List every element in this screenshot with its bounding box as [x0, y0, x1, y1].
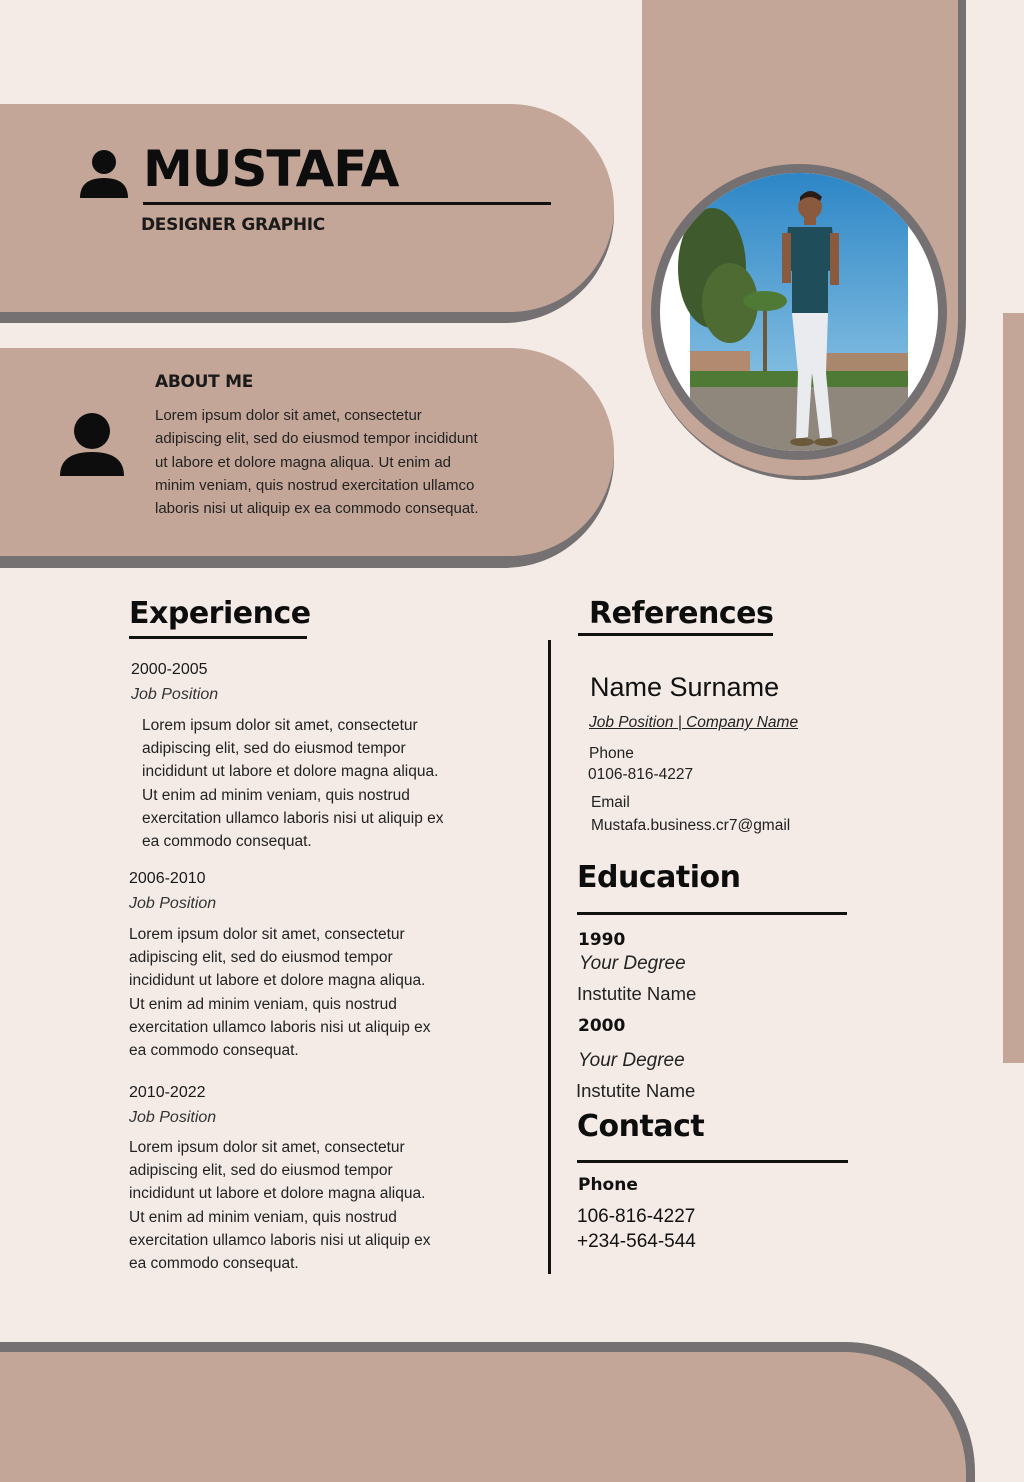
description-line: incididunt ut labore et dolore magna aliqua. [129, 1185, 426, 1203]
reference-email-label: Email [591, 794, 630, 811]
experience-position: Job Position [131, 686, 219, 703]
references-heading: References [589, 596, 774, 631]
experience-position: Job Position [129, 895, 217, 912]
name-underline [143, 202, 551, 205]
experience-date: 2010-2022 [129, 1084, 206, 1101]
education-underline [577, 912, 847, 915]
experience-heading: Experience [129, 596, 311, 631]
education-year: 1990 [578, 930, 626, 950]
name-title: MUSTAFA [143, 140, 399, 198]
contact-underline [577, 1160, 848, 1163]
experience-item [131, 661, 218, 704]
contact-phone: +234-564-544 [577, 1231, 696, 1252]
footer-band [0, 1352, 966, 1482]
description-line: incididunt ut labore et dolore magna aliqua. [142, 763, 439, 781]
description-line: adipiscing elit, sed do eiusmod tempor [142, 740, 406, 758]
experience-date: 2006-2010 [129, 870, 206, 887]
reference-name: Name Surname [590, 672, 780, 702]
contact-phone: 106-816-4227 [577, 1206, 696, 1227]
about-text [155, 404, 535, 520]
contact-heading: Contact [577, 1109, 705, 1144]
description-line: Lorem ipsum dolor sit amet, consectetur [129, 926, 405, 943]
education-institute: Instutite Name [577, 983, 697, 1004]
experience-description [129, 1136, 489, 1275]
column-divider [548, 640, 551, 1274]
education-heading: Education [577, 860, 741, 895]
person-icon [59, 412, 125, 478]
education-degree: Your Degree [578, 1050, 685, 1071]
reference-email: Mustafa.business.cr7@gmail [591, 817, 791, 834]
about-line: laboris nisi ut aliquip ex ea commodo consequat. [155, 500, 479, 518]
profile-photo [660, 173, 938, 451]
description-line: adipiscing elit, sed do eiusmod tempor [129, 949, 393, 967]
about-line: minim veniam, quis nostrud exercitation ullamco [155, 476, 475, 494]
experience-item [129, 1084, 216, 1127]
description-line: Ut enim ad minim veniam, quis nostrud [129, 1208, 397, 1226]
description-line: Lorem ipsum dolor sit amet, consectetur [142, 717, 418, 734]
reference-phone: 0106-816-4227 [588, 766, 694, 783]
header-banner [0, 104, 614, 312]
experience-item [129, 870, 216, 913]
person-icon [78, 148, 130, 200]
about-line: Lorem ipsum dolor sit amet, consectetur [155, 407, 422, 424]
description-line: Ut enim ad minim veniam, quis nostrud [129, 995, 397, 1013]
reference-position: Job Position | Company Name [589, 714, 799, 731]
experience-description [129, 923, 489, 1062]
about-line: ut labore et dolore magna aliqua. Ut enim ad [155, 453, 452, 471]
description-line: adipiscing elit, sed do eiusmod tempor [129, 1162, 393, 1180]
contact-phone-label: Phone [578, 1175, 638, 1195]
education-institute: Instutite Name [576, 1080, 696, 1101]
education-year: 2000 [578, 1016, 626, 1036]
job-title: DESIGNER GRAPHIC [141, 215, 325, 235]
description-line: ea commodo consequat. [129, 1255, 299, 1273]
experience-description [142, 714, 492, 853]
experience-position: Job Position [129, 1109, 217, 1126]
description-line: incididunt ut labore et dolore magna aliqua. [129, 972, 426, 990]
description-line: exercitation ullamco laboris nisi ut aliquip ex [129, 1018, 431, 1036]
experience-underline [129, 636, 307, 639]
reference-phone-label: Phone [589, 745, 634, 762]
about-heading: ABOUT ME [155, 372, 254, 392]
description-line: exercitation ullamco laboris nisi ut aliquip ex [129, 1231, 431, 1249]
profile-photo-illustration [660, 173, 938, 451]
about-line: adipiscing elit, sed do eiusmod tempor incididunt [155, 430, 478, 448]
references-underline [578, 633, 773, 636]
experience-date: 2000-2005 [131, 661, 208, 678]
description-line: ea commodo consequat. [142, 833, 312, 851]
description-line: Lorem ipsum dolor sit amet, consectetur [129, 1139, 405, 1156]
education-degree: Your Degree [579, 953, 686, 974]
description-line: exercitation ullamco laboris nisi ut aliquip ex [142, 809, 444, 827]
right-accent-strip [1003, 313, 1024, 1063]
description-line: Ut enim ad minim veniam, quis nostrud [142, 786, 410, 804]
description-line: ea commodo consequat. [129, 1042, 299, 1060]
